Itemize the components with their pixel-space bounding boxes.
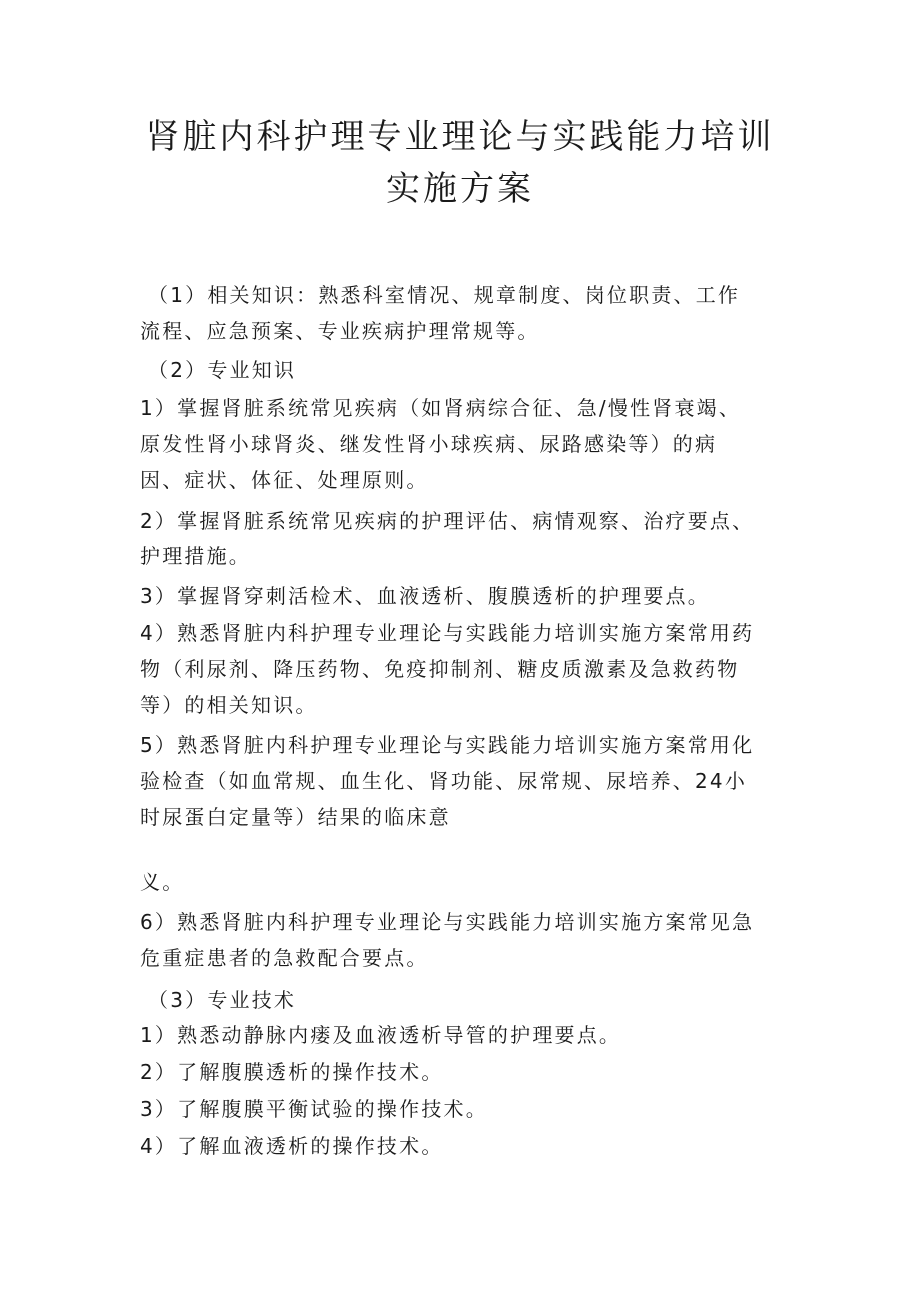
item-4-line: 等）的相关知识。	[140, 693, 318, 717]
item-3-line: 3）掌握肾穿刺活检术、血液透析、腹膜透析的护理要点。	[140, 584, 710, 608]
item-4-line: 物（利尿剂、降压药物、免疫抑制剂、糖皮质激素及急救药物	[140, 657, 740, 681]
document-title-line-2: 实施方案	[386, 169, 534, 209]
item-6-line: 危重症患者的急救配合要点。	[140, 946, 429, 970]
item-1-line: 1）掌握肾脏系统常见疾病（如肾病综合征、急/慢性肾衰竭、	[140, 396, 742, 420]
document-title-line-1: 肾脏内科护理专业理论与实践能力培训	[145, 117, 775, 157]
item-5-line: 义。	[140, 870, 185, 894]
item-4-line: 4）熟悉肾脏内科护理专业理论与实践能力培训实施方案常用药	[140, 621, 755, 645]
skill-item-4: 4）了解血液透析的操作技术。	[140, 1134, 444, 1158]
item-5-line: 5）熟悉肾脏内科护理专业理论与实践能力培训实施方案常用化	[140, 733, 755, 757]
item-6-line: 6）熟悉肾脏内科护理专业理论与实践能力培训实施方案常见急	[140, 910, 755, 934]
section-1-heading-text: （1）相关知识：熟悉科室情况、规章制度、岗位职责、工作	[148, 283, 741, 307]
section-3-heading: （3）专业技术	[148, 988, 297, 1012]
skill-item-2: 2）了解腹膜透析的操作技术。	[140, 1060, 444, 1084]
section-2-heading: （2）专业知识	[148, 358, 297, 382]
item-1-line: 因、症状、体征、处理原则。	[140, 468, 429, 492]
item-2-line: 2）掌握肾脏系统常见疾病的护理评估、病情观察、治疗要点、	[140, 509, 755, 533]
skill-item-1: 1）熟悉动静脉内瘘及血液透析导管的护理要点。	[140, 1023, 622, 1047]
item-2-line: 护理措施。	[140, 544, 251, 568]
skill-item-3: 3）了解腹膜平衡试验的操作技术。	[140, 1097, 488, 1121]
item-5-line: 验检查（如血常规、血生化、肾功能、尿常规、尿培养、24小	[140, 769, 748, 793]
body-line: 流程、应急预案、专业疾病护理常规等。	[140, 319, 540, 343]
item-1-line: 原发性肾小球肾炎、继发性肾小球疾病、尿路感染等）的病	[140, 432, 718, 456]
item-5-line: 时尿蛋白定量等）结果的临床意	[140, 805, 451, 829]
